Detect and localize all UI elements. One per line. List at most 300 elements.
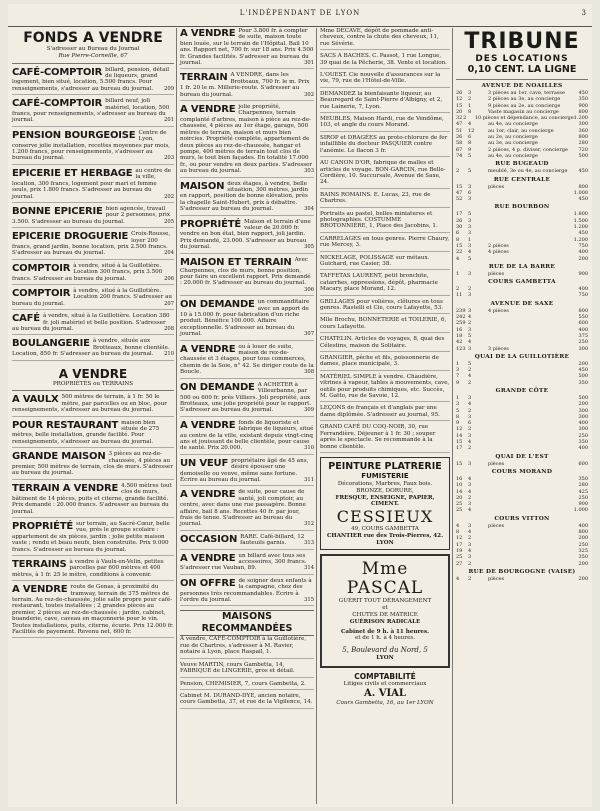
street-name: AVENUE DE NOAILLES bbox=[481, 83, 563, 89]
location-cell: 350 bbox=[578, 554, 588, 561]
classified-ad bbox=[180, 181, 314, 216]
ad-heading: A VENDRE bbox=[180, 343, 236, 355]
ad-text: de suite, pour cause de santé, joli comptoir, au centre, avec dans une rue passagère. Bonne affaire, bail 8 ans. Recettes 40 fr. par jour, frais de tenue. S'adresser au bureau du journal. bbox=[180, 489, 306, 528]
location-cell: 3 bbox=[468, 345, 472, 352]
ad-heading: BONNE EPICERIE bbox=[12, 205, 103, 217]
location-cell bbox=[488, 507, 568, 513]
classified-ad bbox=[180, 344, 314, 379]
location-cell: 6 bbox=[468, 134, 472, 141]
location-cell: 2 bbox=[468, 286, 472, 293]
location-cell: pièces bbox=[488, 575, 505, 582]
maison-item: Veuve MARTIN, cours Gambetta, 14, FABRIQUE de LINGERIE, gros et détail. bbox=[180, 662, 314, 678]
classified-ad bbox=[180, 104, 314, 177]
location-cell: 12 bbox=[456, 96, 463, 103]
location-cell: 200 bbox=[578, 255, 588, 262]
location-cell: 200 bbox=[578, 360, 588, 367]
ad-heading: PENSION BOURGEOISE bbox=[12, 129, 136, 141]
divider bbox=[12, 390, 174, 391]
vendre-subtitle: PROPRIÉTÉS ou TERRAINS bbox=[52, 380, 134, 387]
location-cell: 200 bbox=[578, 535, 588, 542]
location-cell: au 2e, au concierge bbox=[488, 134, 538, 141]
location-cell: 4 bbox=[456, 575, 460, 582]
column-rule bbox=[452, 28, 453, 804]
ad-heading: TERRAIN bbox=[180, 72, 228, 84]
ad-heading: A VENDRE bbox=[180, 104, 236, 116]
location-cell: 4 bbox=[468, 547, 472, 554]
location-cell: 10 bbox=[456, 482, 463, 489]
ad-reference: 305 bbox=[304, 244, 314, 251]
street-name: COURS MORAND bbox=[491, 468, 553, 475]
location-cell: 9 pièces au 2e, au concierge bbox=[488, 102, 561, 109]
annonce-item: L'OUEST. Cie nouvelle d'assurances sur la vie, 79, rue de l'Hôtel-de-Ville. bbox=[320, 72, 450, 88]
pascal-title: Mme PASCAL bbox=[346, 559, 424, 599]
ad-reference: 210 bbox=[164, 351, 174, 358]
location-cell: 8 bbox=[456, 413, 460, 420]
location-cell: 17 bbox=[456, 211, 463, 218]
ad-text: un commanditaire avec un apport de 10 à 15.000 fr. pour fabrication d'un riche produit. Bénéfice 100.000. Affaire exceptionnelle. S'adresser au bureau du journal. bbox=[180, 299, 310, 338]
location-cell: 3 pièces au 1er, cave, terrasse bbox=[488, 90, 565, 96]
location-cell: 2 bbox=[468, 494, 472, 501]
classified-ad bbox=[12, 521, 174, 556]
ad-heading: CAFÉ-COMPTOIR bbox=[12, 66, 103, 78]
annonce-item: Mme DECAVE, dépôt de pommade anti-cheveux, contre la chute des cheveux, 11, rue Sévérie. bbox=[320, 28, 450, 50]
classified-ad bbox=[12, 98, 174, 127]
comptabilite-title: COMPTABILITÉ bbox=[354, 672, 416, 682]
classified-ad bbox=[12, 130, 174, 165]
location-cell: 750 bbox=[578, 292, 588, 299]
location-cell: 3 bbox=[468, 413, 472, 420]
classified-ad bbox=[180, 219, 314, 254]
cessieux-chantier: CHANTIER rue des Trois-Pierres, 42. LYON bbox=[326, 532, 444, 546]
location-row bbox=[456, 561, 588, 567]
location-cell: pièces bbox=[488, 270, 505, 277]
location-cell: 400 bbox=[578, 522, 588, 529]
ad-text: deux étages, à vendre, belle situation, 300 mètres, jardin en rapport, position de bonne élévation, près la chapelle Saint-Hubert, prix à débattre. S'adresser au bureau du journal. bbox=[180, 180, 309, 213]
location-cell: 15 bbox=[456, 242, 463, 249]
peinture-subtitle: FUMISTERIE bbox=[361, 471, 409, 480]
classified-ad bbox=[12, 483, 174, 518]
ad-reference: 313 bbox=[304, 540, 314, 547]
location-cell: 242 bbox=[456, 314, 466, 321]
street-name: RUE BOURBON bbox=[494, 204, 550, 211]
ad-reference: 315 bbox=[304, 597, 314, 604]
ad-reference: 203 bbox=[164, 155, 174, 162]
classified-ad bbox=[12, 338, 174, 360]
location-cell: 3 bbox=[468, 230, 472, 237]
ad-heading: TERRAINS bbox=[12, 558, 67, 570]
location-cell: 3 bbox=[468, 217, 472, 224]
ad-text: billard, pension, détail de liqueurs, grand logement, bien situé, location, 5.500 francs. Pour renseignements, s'adresser au bureau du journal. bbox=[12, 66, 169, 92]
location-cell: au 1er, clair, au concierge bbox=[488, 127, 554, 134]
ad-reference: 209 bbox=[164, 85, 174, 92]
location-cell: 4 bbox=[468, 475, 472, 482]
location-cell: 750 bbox=[578, 242, 588, 249]
ad-reference: 201 bbox=[164, 117, 174, 124]
location-cell: 1 bbox=[456, 394, 460, 401]
column-annonces bbox=[320, 28, 450, 803]
location-cell: 8 bbox=[468, 140, 472, 147]
location-cell: 32 bbox=[456, 115, 463, 122]
location-cell: 600 bbox=[578, 320, 588, 327]
location-cell: 47 bbox=[456, 121, 463, 128]
location-cell: 25 bbox=[456, 501, 463, 508]
location-cell: 15 bbox=[456, 460, 463, 467]
ad-text: billard neuf, joli matériel, location, 500 francs, pour renseignements, s'adresser au bureau du journal. bbox=[12, 98, 170, 124]
location-cell: 450 bbox=[578, 196, 588, 203]
location-cell: 3 bbox=[468, 90, 472, 96]
location-cell: 2 bbox=[468, 575, 472, 582]
location-cell: 52 bbox=[456, 196, 463, 203]
location-cell: pièces bbox=[488, 183, 505, 190]
annonce-item: TAFFETAS LAURENT, petit bronchite, catarrhes, oppressions, dépôt, pharmacie Macary, place Morand, 12. bbox=[320, 273, 450, 295]
location-cell: 325 bbox=[578, 547, 588, 554]
ad-reference: 205 bbox=[164, 218, 174, 225]
ad-text: bien agencée, travail pour 2 personnes, prix 3.500. S'adresser au bureau du journal. bbox=[12, 205, 170, 225]
location-cell: 1.200 bbox=[573, 115, 588, 122]
location-cell: 3 bbox=[468, 270, 472, 277]
ad-heading: A VENDRE bbox=[180, 419, 236, 431]
ad-reference: 312 bbox=[304, 521, 314, 528]
location-cell: 26 bbox=[456, 217, 463, 224]
location-cell: 2 bbox=[468, 320, 472, 327]
location-cell: 67 bbox=[456, 146, 463, 153]
location-cell: pièces bbox=[488, 460, 505, 467]
peinture-title: PEINTURE PLATRERIE bbox=[328, 460, 442, 472]
location-cell: 15 bbox=[456, 102, 463, 109]
tribune-title: TRIBUNE bbox=[464, 29, 580, 54]
location-cell: 11 bbox=[456, 292, 463, 299]
classified-ad bbox=[180, 28, 314, 69]
ad-heading: ON DEMANDE bbox=[180, 381, 255, 393]
classified-ad bbox=[12, 559, 174, 581]
annonce-item: GRAND CAFÉ DU COQ-NOIR, 30, rue Ferrandière. Déjeuner à 1 fr. 30 ; souper après le spectacle. Se recommande à la bonne clientèle. bbox=[320, 424, 450, 453]
location-cell bbox=[488, 256, 568, 262]
classified-ad bbox=[12, 288, 174, 310]
classified-ad bbox=[12, 206, 174, 228]
ad-heading: CAFÉ bbox=[12, 313, 40, 325]
pascal-line-3: CHUTES DE MATRICE bbox=[352, 612, 418, 619]
ad-reference: 309 bbox=[304, 407, 314, 414]
location-cell: 5 bbox=[468, 332, 472, 339]
ad-text: à vendre, situé à la Guillotière. Location 300 francs, prix 3.500 francs. S'adresser au bureau du journal. bbox=[12, 262, 163, 282]
location-cell: 4 bbox=[468, 121, 472, 128]
page-number: 3 bbox=[581, 9, 586, 17]
location-cell: 3 pièces bbox=[488, 345, 509, 352]
location-cell: 500 bbox=[578, 394, 588, 401]
location-cell: meublé, 3e ou 4e, au concierge bbox=[488, 168, 568, 175]
ad-heading: A VENDRE bbox=[180, 552, 236, 564]
location-cell: 250 bbox=[578, 432, 588, 439]
location-cell bbox=[488, 561, 568, 567]
location-cell: au 4e, au concierge bbox=[488, 121, 538, 128]
ad-reference: 206 bbox=[164, 275, 174, 282]
ad-text: de soigner deux enfants à la campagne, chez des personnes très recommandables. Écrire à l'ordre du journal. bbox=[180, 577, 312, 604]
location-cell: 4 bbox=[468, 439, 472, 446]
location-cell: 900 bbox=[578, 102, 588, 109]
ad-reference: 302 bbox=[304, 91, 314, 98]
location-cell: 3 bbox=[468, 307, 472, 314]
annonce-item: Portraits au pastel, belles miniatures et photographies. COSTUMME BROTONNIÈRE, 1, Place des Jacobins, 1. bbox=[320, 211, 450, 233]
location-cell: 375 bbox=[578, 332, 588, 339]
peinture-line-3: FRESQUE, ENSEIGNE, PAPIER, CIMENT. bbox=[335, 494, 435, 508]
location-cell: 3 bbox=[468, 482, 472, 489]
location-cell: 2 pièces, 4 p. diviser, concierge bbox=[488, 146, 568, 153]
street-name: RUE DE LA BARRE bbox=[488, 263, 556, 270]
street-name: RUE DE BOURGOGNE (VAISE) bbox=[468, 568, 576, 575]
location-cell: 900 bbox=[578, 501, 588, 508]
location-cell: 14 bbox=[456, 488, 463, 495]
classified-ad bbox=[12, 168, 174, 203]
location-row bbox=[456, 292, 588, 298]
classified-ad bbox=[180, 382, 314, 417]
ad-text: à vendre, situé à la Guillotière. Location 200 francs. S'adresser au bureau du journal. bbox=[12, 287, 173, 307]
ad-text: Maison et terrain d'une valeur de 20.000 fr. vendre en bon état, bien rapport, joli jardin. Prix demandé, 23.000. S'adresser au bureau du journal. bbox=[180, 218, 311, 251]
location-cell: 26 bbox=[456, 134, 463, 141]
location-cell: au 3e, au concierge bbox=[488, 140, 538, 147]
ad-heading: MAISON ET TERRAIN bbox=[180, 256, 292, 268]
location-cell: 12 bbox=[468, 127, 475, 134]
location-cell: 5 bbox=[468, 168, 472, 175]
location-cell: 450 bbox=[578, 90, 588, 96]
ad-heading: ON DEMANDE bbox=[180, 299, 255, 311]
location-cell: 280 bbox=[578, 140, 588, 147]
location-cell: 15 bbox=[456, 183, 463, 190]
classified-ad bbox=[180, 489, 314, 530]
location-cell: 3 bbox=[468, 326, 472, 333]
location-cell: 123 bbox=[456, 345, 466, 352]
annonce-item: AU CANON D'OR, fabrique de malles et articles de voyage. BON-GARCIN, rue Belle-Cordière, 10. Succursale, Avenue de Saxe, 24. bbox=[320, 160, 450, 189]
location-cell: 3 bbox=[468, 183, 472, 190]
street-name: QUAI DE L'EST bbox=[495, 453, 549, 460]
ad-reference: 314 bbox=[304, 565, 314, 572]
ad-text: ou à louer de suite, maison de rez-de-chaussée et 3 étages, pour tous commerces, chemin de la Soie, n° 42. Se diriger route de la Boucle. bbox=[180, 343, 314, 376]
location-cell: 500 bbox=[578, 152, 588, 159]
location-cell: 259 bbox=[456, 320, 466, 327]
pascal-line-5: Cabinet de 9 h. à 11 heures. bbox=[340, 628, 430, 635]
ad-heading: MAISON bbox=[180, 180, 225, 192]
ad-text: 3 pièces au rez-de-chaussée, 4 pièces au premier, 500 mètres de terrain, clos de murs. S'adresser au bureau du journal. bbox=[12, 451, 174, 477]
annonce-item: LEÇONS de français et d'anglais par une dame diplômée. S'adresser au journal, 95. bbox=[320, 405, 450, 421]
location-row bbox=[456, 153, 588, 159]
classified-ad bbox=[180, 458, 314, 487]
peinture-line-2: BRONZE, DORURE, bbox=[356, 487, 414, 494]
pascal-line-8: LYON bbox=[376, 655, 394, 662]
location-cell: 550 bbox=[578, 314, 588, 321]
ad-heading: EPICERIE DROGUERIE bbox=[12, 231, 129, 243]
location-cell: 4 pièces bbox=[488, 249, 509, 256]
location-cell: 20 bbox=[456, 494, 463, 501]
location-cell: 800 bbox=[578, 183, 588, 190]
location-cell: 25 bbox=[456, 507, 463, 514]
location-cell: 10 pièces et dépendance, au concierge bbox=[474, 115, 574, 122]
location-cell: 200 bbox=[578, 575, 588, 582]
ad-reference: 307 bbox=[304, 331, 314, 338]
newspaper-page bbox=[8, 4, 592, 807]
location-cell: 6 bbox=[456, 230, 460, 237]
location-cell: 1 bbox=[468, 102, 472, 109]
location-cell: 27 bbox=[456, 560, 463, 567]
tribune-subtitle: DES LOCATIONS bbox=[475, 54, 569, 64]
pascal-line-2: et bbox=[382, 605, 388, 612]
annonce-item: NICKELAGE, POLISSAGE sur métaux. Guichard, rue Casier, 38. bbox=[320, 255, 450, 271]
location-row bbox=[456, 346, 588, 352]
ad-heading: PROPRIÉTÉ bbox=[180, 218, 241, 230]
location-cell: 16 bbox=[456, 326, 463, 333]
location-cell bbox=[488, 292, 568, 298]
location-cell: 2 bbox=[468, 445, 472, 452]
ad-reference: 202 bbox=[164, 193, 174, 200]
location-cell: 360 bbox=[578, 127, 588, 134]
location-cell: 9 bbox=[456, 420, 460, 427]
location-cell: 4 bbox=[468, 488, 472, 495]
street-name: COURS VITTON bbox=[494, 515, 550, 522]
ad-reference: 207 bbox=[164, 300, 174, 307]
location-cell: 12 bbox=[456, 535, 463, 542]
classified-ad bbox=[12, 451, 174, 480]
location-cell: 400 bbox=[578, 326, 588, 333]
location-cell: 3 bbox=[468, 554, 472, 561]
street-name: RUE CENTRALE bbox=[493, 176, 551, 183]
peinture-ad bbox=[320, 457, 450, 551]
location-row bbox=[456, 445, 588, 451]
location-cell: 1 bbox=[456, 270, 460, 277]
location-cell: 2 bbox=[456, 286, 460, 293]
location-cell: pièces bbox=[488, 522, 505, 529]
location-cell: 2 bbox=[463, 115, 467, 122]
classified-ad bbox=[12, 584, 174, 638]
location-cell: 350 bbox=[578, 475, 588, 482]
location-cell: 20 bbox=[456, 108, 463, 115]
ad-text: fonds de liquoriste et fabrique de liqueurs, situé au centre de la ville, existant depuis vingt-cinq ans et jouissant de belle clientèle, pour cause de santé. Prix 20.000. bbox=[180, 419, 314, 452]
location-cell: 3 bbox=[468, 432, 472, 439]
location-cell: 5 bbox=[468, 152, 472, 159]
street-name: AVENUE DE SAXE bbox=[490, 300, 554, 307]
ad-reference: 303 bbox=[304, 168, 314, 175]
location-cell: 42 bbox=[456, 339, 463, 346]
maisons-title: MAISONS RECOMMANDÉES bbox=[180, 610, 314, 636]
location-cell: 8 bbox=[468, 108, 472, 115]
street-name: COURS GAMBETTA bbox=[488, 279, 556, 286]
location-row bbox=[456, 576, 588, 582]
location-cell: 18 bbox=[456, 332, 463, 339]
location-cell: 400 bbox=[578, 286, 588, 293]
ad-text: 4.500 mètres tout clos de murs, bâtiment de 14 pièces, puits et citerne, grande facilité. Prix demandé : 20.000 francs. S'adresser au bureau du journal. bbox=[12, 482, 172, 515]
location-cell: 6 bbox=[468, 420, 472, 427]
ad-reference: 208 bbox=[164, 326, 174, 332]
location-cell: 4 bbox=[468, 507, 472, 514]
classified-ad bbox=[12, 313, 174, 335]
location-cell: 250 bbox=[578, 494, 588, 501]
column-vendre bbox=[180, 28, 314, 803]
location-cell: 3 bbox=[468, 394, 472, 401]
location-cell: 4 bbox=[456, 255, 460, 262]
location-cell: 4 bbox=[468, 339, 472, 346]
locations-list bbox=[456, 83, 588, 582]
classified-ad bbox=[12, 420, 174, 449]
location-cell: 47 bbox=[456, 189, 463, 196]
vendre-ads-list-2 bbox=[180, 28, 314, 606]
annonce-item: MEUBLES, Maison Hardi, rue de Vendôme, 103, et angle du cours Morand. bbox=[320, 116, 450, 132]
location-cell bbox=[488, 380, 568, 386]
annonce-item: GRANGIER, pêche et fils, poissonnerie de dames, place municipale, 3. bbox=[320, 355, 450, 371]
location-cell: 2 bbox=[468, 560, 472, 567]
ad-text: Avec Charpennes, clos de murs, bonne position, pour faire un excellent rapport. Prix demandé : 20.000 fr. S'adresser au bureau du journal. bbox=[180, 256, 311, 287]
ad-text: un billard avec tous ses accessoires, 300 francs. S'adresser rue Vauban, 89. bbox=[180, 552, 307, 572]
maison-item: Cabinet M. DURAND-DYE, ancien notaire, cours Gambetta, 37, et rue de la Vigilence, 14. bbox=[180, 693, 314, 709]
annonce-item: DEMANDEZ la bienfaisante liqueur, au Beauregard de Saint-Pierre d'Albigny, et 2, rue Lainerie, 7, Lyon. bbox=[320, 91, 450, 113]
location-cell: 200 bbox=[578, 401, 588, 408]
location-cell: 30 bbox=[456, 224, 463, 231]
page-header bbox=[8, 4, 592, 27]
location-cell: 19 bbox=[456, 547, 463, 554]
ad-text: route de Genas, à proximité du tramway, terrain de 375 mètres de terrain. Au rez-de-chaussée, jolie salle propre pour café-restaurant, toutes installées ; 2 grandes pièces au premier, 2 pièces au rez-de-chaussée ; jardin, cabinet, buanderie, cave, caveau en maçonnerie pour le vin. Toutes installations, puits, citerne, écurie. Prix 12.000 fr. Facilités de payement. Revenu net, 600 fr. bbox=[12, 584, 174, 636]
location-cell: 2 bbox=[468, 426, 472, 433]
ad-text: maison bien située de 275 mètres, belle installation, grande facilité. Pour renseignements, s'adresser au bureau du journal. bbox=[12, 419, 160, 445]
ad-text: à vendre, située aux Brotteaux, bonne clientèle. Location, 850 fr. S'adresser au bureau du journal. bbox=[12, 338, 170, 358]
street-name: GRANDE CÔTE bbox=[495, 387, 549, 394]
annonce-item: Mlle Brochu, BONNETERIE et TOILERIE, 6, cours Lafayette. bbox=[320, 317, 450, 333]
location-cell: 800 bbox=[578, 108, 588, 115]
location-cell: 1.200 bbox=[573, 236, 588, 243]
divider bbox=[12, 63, 174, 64]
comptabilite-ad bbox=[320, 672, 450, 707]
location-cell: 3 bbox=[468, 224, 472, 231]
location-cell: 200 bbox=[578, 560, 588, 567]
location-cell: 800 bbox=[578, 529, 588, 536]
location-cell: 3 bbox=[468, 242, 472, 249]
location-row bbox=[456, 380, 588, 386]
ad-text: propriétaire âgé de 45 ans, désire épouser une demoiselle ou veuve, même sans fortune. Écrire au bureau du journal. bbox=[180, 457, 309, 483]
location-cell: 58 bbox=[456, 140, 463, 147]
location-cell: 2 bbox=[468, 407, 472, 414]
location-cell: 4 bbox=[468, 373, 472, 380]
location-cell: 8 bbox=[456, 236, 460, 243]
location-cell: 3 bbox=[468, 501, 472, 508]
location-cell: 300 bbox=[578, 121, 588, 128]
ad-text: sur terrain, au Sacré-Cœur, belle vue, près le groupe scolaire : appartement de six pièces, jardin ; jolie petite maison vaste ; rendu et beau neufs, bien construite. Prix 9.000 francs. S'adresser au bureau du journal. bbox=[12, 520, 170, 553]
location-cell: 3 bbox=[468, 522, 472, 529]
location-cell: 1 bbox=[456, 360, 460, 367]
ad-reference: 204 bbox=[164, 250, 174, 257]
location-cell: 350 bbox=[578, 379, 588, 386]
annonce-item: SIROP et DRAGÉES au proto-chlorure de fer infaillible du docteur PASQUIER contre l'anémie. Le flacon 3 fr. bbox=[320, 135, 450, 157]
location-cell: 250 bbox=[578, 541, 588, 548]
location-row bbox=[456, 168, 588, 174]
ad-heading: COMPTOIR bbox=[12, 287, 71, 299]
ad-heading: A VENDRE bbox=[180, 28, 236, 39]
location-cell: 7 bbox=[456, 373, 460, 380]
location-cell: 16 bbox=[456, 475, 463, 482]
location-cell: 2 bbox=[468, 535, 472, 542]
ad-text: à vendre à Vaulx-en-Velin, petites parcelles par 600 mètres et 400 mètres, à 1 fr. 25 le mètre, conditions à convenir. bbox=[12, 558, 164, 578]
ad-text: au centre de la ville, location, 300 francs, logement pour mari et femme seuls, prix 1.800 francs. S'adresser au bureau du journal. bbox=[12, 167, 172, 200]
location-cell: 6 bbox=[468, 189, 472, 196]
location-cell: 4 pièces bbox=[488, 307, 509, 314]
location-cell: 8 bbox=[456, 529, 460, 536]
location-cell: 450 bbox=[578, 230, 588, 237]
ad-text: 500 mètres de terrain, à 1 fr. 50 le mètre, par parcelles ou en bloc, pour renseignements, s'adresser au bureau du journal. bbox=[12, 394, 167, 414]
location-row bbox=[456, 196, 588, 202]
divider bbox=[456, 79, 588, 80]
classified-ad bbox=[180, 420, 314, 455]
ad-heading: OCCASION bbox=[180, 533, 238, 545]
comptabilite-address: Cours Gambetta, 16, au 1er LYON bbox=[336, 699, 434, 706]
location-cell: 1.200 bbox=[573, 224, 588, 231]
ad-reference: 311 bbox=[304, 476, 314, 483]
location-cell: 22 bbox=[456, 249, 463, 256]
ad-heading: GRANDE MAISON bbox=[12, 451, 106, 463]
annonce-item: CARRELAGES en tous genres. Pierre Chaury, rue Mercey, 3. bbox=[320, 236, 450, 252]
